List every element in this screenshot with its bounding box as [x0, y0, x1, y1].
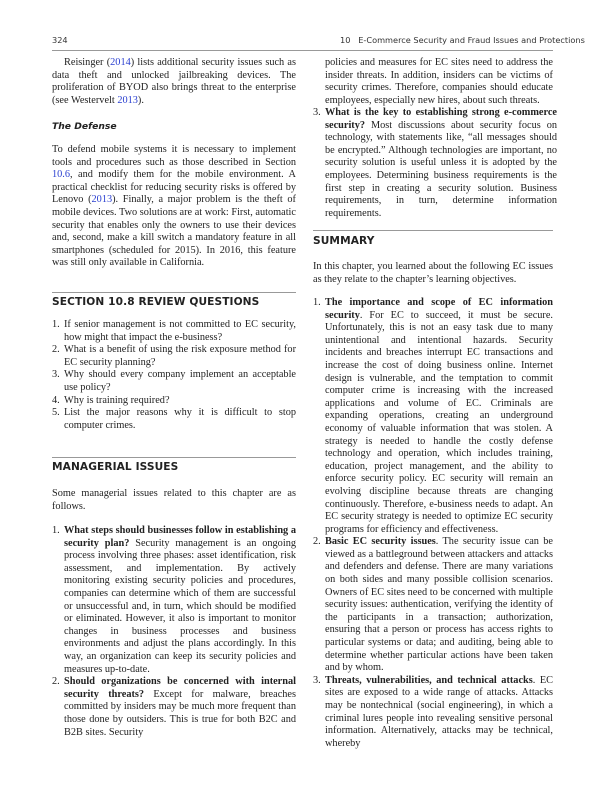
- item-text: Security management is an ongoing process involving three phases: asset identification, risk assessment, and implementation. By actively monitoring existing security policies and procedures, companies can determine which of them are successful or unsuccessful and, in turn, which should be modified or eliminated. However, it also is important to monitor changes in business processes and business environments and adjust the plans accordingly. In this way, an organization can keep its security policies and measures up-to-date.: [64, 537, 296, 675]
- item-text: . For EC to succeed, it must be secure. Unfortunately, this is not an easy task due to many unintentional and intentional hazards. Security incidents and breaches interrupt EC transactions and increase the cost of doing business online. Internet design is vulnerable, and the temptation to commit computer crime is increasing with the increased applications and volume of EC. Criminals are expanding operations, creating an underground economy of valuable information that was stolen. A strategy is needed to handle the costly defense technology and operation, which includes training, education, project management, and the ability to enforce security policy. EC security will remain an evolving discipline because threats are changing continuously. Therefore, e-business needs to adapt. An EC security strategy is needed to optimize EC security programs for efficiency and effectiveness.: [325, 309, 553, 535]
- defense-heading: The Defense: [52, 121, 117, 132]
- list-item: [313, 675, 553, 751]
- list-item: [52, 369, 296, 394]
- list-item: [52, 407, 296, 432]
- managerial-heading: MANAGERIAL ISSUES: [52, 461, 179, 473]
- managerial-list: [52, 525, 296, 739]
- item-number: 4.: [52, 394, 60, 406]
- item-text: . EC sites are exposed to a wide range of attacks. Attacks may be nontechnical (social engineering), in which a criminal lures people into revealing sensitive personal information. Alternatively, attacks may be technical, whereby: [325, 674, 554, 749]
- review-questions: [52, 319, 296, 432]
- managerial-intro: Some managerial issues related to this chapter are as follows.: [52, 488, 296, 512]
- text: ).: [137, 94, 144, 106]
- item-title: Should organizations be concerned with internal security threats?: [64, 676, 296, 700]
- section-rule: [313, 230, 553, 231]
- item-text: List the major reasons why it is difficult to stop computer crimes.: [64, 407, 296, 431]
- item-title: Basic EC security issues: [325, 536, 436, 548]
- item-number: 5.: [52, 407, 60, 419]
- item-title: Threats, vulnerabilities, and technical attacks: [325, 674, 533, 686]
- defense-paragraph: [52, 144, 296, 270]
- text: Reisinger (: [64, 57, 111, 68]
- item-number: 2.: [52, 676, 60, 688]
- item-text: . The security issue can be viewed as a battleground between attackers and attacks and defenders and defense. There are many variations on both sides and many possible collision scenarios. Owners of EC sites need to be concerned with multiple security issues: authentication, verifying the identity of the participants in a transaction; authorization, ensuring that a person or process has access rights to particular systems or data; and auditing, being able to determine whether particular actions have been taken and by whom.: [325, 536, 554, 674]
- list-item: [313, 297, 553, 536]
- header-rule: [52, 50, 553, 51]
- item-title: What is the key to establishing strong e-commerce security?: [325, 107, 557, 131]
- item-number: 3.: [52, 369, 60, 381]
- list-item: [52, 395, 296, 408]
- citation-link[interactable]: 2013: [91, 194, 113, 206]
- list-item: [313, 107, 557, 220]
- list-item: [313, 536, 553, 675]
- list-item: [52, 676, 296, 739]
- item-text: If senior management is not committed to EC security, how might that impact the e-business?: [64, 319, 296, 343]
- list-item: [52, 344, 296, 369]
- managerial-continuation: policies and measures for EC sites need to address the insider threats. In addition, insiders can be victims of security crimes. Therefore, companies should educate employees, especially new hires, about such threats.: [325, 57, 553, 106]
- list-item: [52, 525, 296, 676]
- list-item: [52, 319, 296, 344]
- item-text: Why should every company implement an acceptable use policy?: [64, 369, 296, 393]
- left-intro: [52, 57, 296, 107]
- section-link[interactable]: 10.6: [52, 169, 71, 181]
- running-title: 10 E-Commerce Security and Fraud Issues and Protections: [340, 35, 585, 45]
- page-number: 324: [52, 35, 68, 45]
- summary-intro: In this chapter, you learned about the following EC issues as they relate to the chapter’s learning objectives.: [313, 261, 553, 285]
- citation-link[interactable]: 2013: [117, 94, 138, 106]
- item-number: 2.: [313, 536, 321, 548]
- summary-heading: SUMMARY: [313, 235, 375, 247]
- item-text: Except for malware, breaches committed by insiders may be much more frequent than those done by outsiders. This is true for both B2C and B2B sites. Security: [64, 688, 296, 738]
- item-title: The importance and scope of EC information security: [325, 297, 553, 321]
- managerial-list-continued: [313, 107, 557, 220]
- text: To defend mobile systems it is necessary to implement tools and procedures such as those described in Section: [52, 144, 296, 168]
- text: ) lists additional security issues such as data theft and unlocked jailbreaking devices. The proliferation of BYOD also brings threat to the enterprise (see Westervelt: [52, 57, 297, 106]
- item-number: 3.: [313, 107, 321, 118]
- summary-list: [313, 297, 553, 750]
- item-number: 2.: [52, 344, 60, 356]
- item-number: 1.: [52, 319, 60, 330]
- item-number: 1.: [52, 525, 60, 536]
- item-text: What is a benefit of using the risk exposure method for EC security planning?: [64, 344, 296, 368]
- item-title: What steps should businesses follow in establishing a security plan?: [64, 525, 296, 549]
- review-heading: SECTION 10.8 REVIEW QUESTIONS: [52, 296, 260, 308]
- item-text: Why is training required?: [64, 394, 170, 406]
- section-rule: [52, 292, 296, 293]
- item-number: 1.: [313, 297, 321, 308]
- item-number: 3.: [313, 674, 321, 686]
- text: ). Finally, a major problem is the theft of mobile devices. Two solutions are at work: First, automatic security that enables only the owners to use their devices and, second, make a kill switch a mandatory feature in all smartphones (scheduled for 2015). In 2016, this feature was still only available in California.: [52, 194, 296, 269]
- text: , and modify them for the mobile environment. A practical checklist for reducing security risks is offered by Lenovo (: [52, 169, 296, 206]
- section-rule: [52, 457, 296, 458]
- citation-link[interactable]: 2014: [110, 57, 131, 68]
- item-text: Most discussions about security focus on technology, with statements like, “all messages should be encrypted.” Although technologies are important, no security solution is useful unless it is adopted by the employees. Determining business requirements is the first step in creating a security solution. Business requirements, in turn, determine information requirements.: [325, 119, 557, 219]
